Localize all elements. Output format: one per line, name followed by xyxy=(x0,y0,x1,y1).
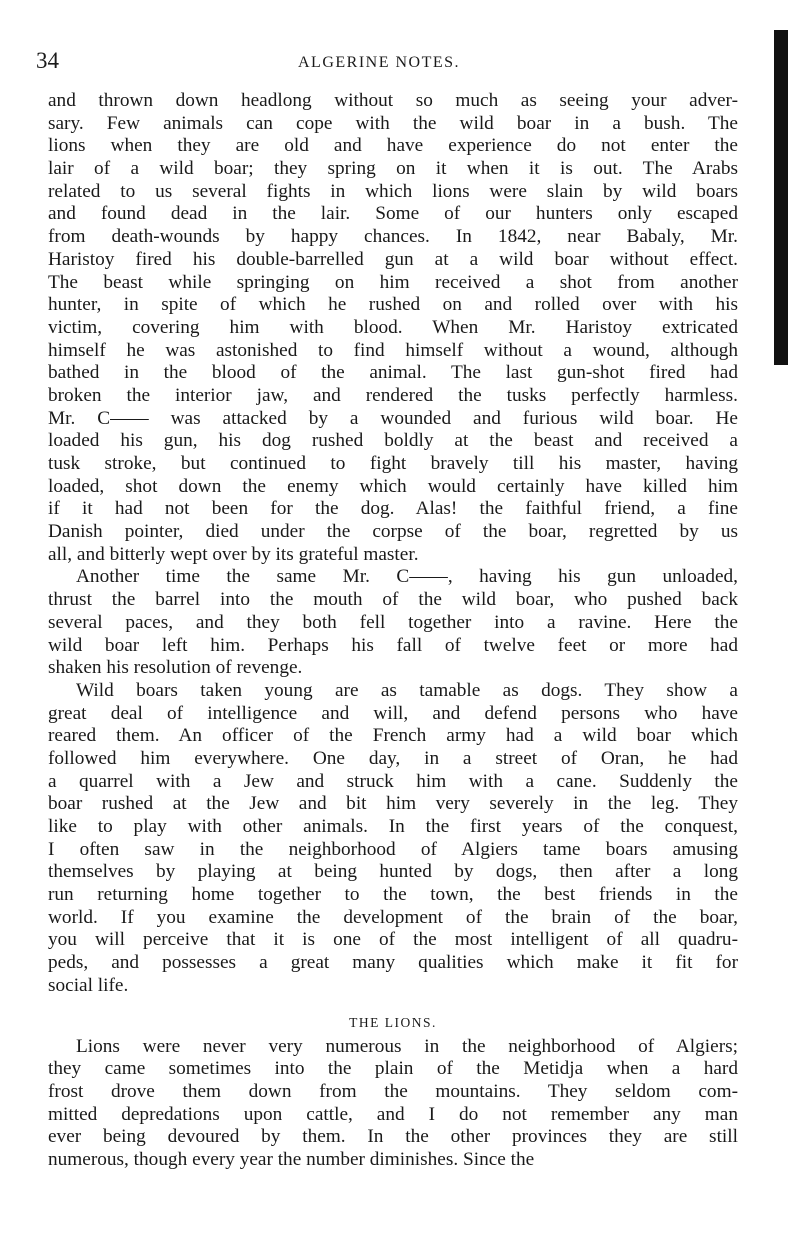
text-line: all, and bitterly wept over by its grateful master. xyxy=(48,543,419,565)
text-line: themselves by playing at being hunted by dogs, then after a long xyxy=(48,861,738,883)
text-line: lions when they are old and have experience do not enter the xyxy=(48,135,738,157)
text-line: Haristoy fired his double-barrelled gun at a wild boar without effect. xyxy=(48,248,738,270)
text-line: frost drove them down from the mountains. They seldom com- xyxy=(48,1080,738,1102)
text-line: Wild boars taken young are as tamable as dogs. They show a xyxy=(76,679,738,701)
text-line: hunter, in spite of which he rushed on and rolled over with his xyxy=(48,294,738,316)
text-line: Danish pointer, died under the corpse of the boar, regretted by us xyxy=(48,521,738,543)
text-line: boar rushed at the Jew and bit him very severely in the leg. They xyxy=(48,793,738,815)
section-paragraph xyxy=(48,1036,738,1172)
text-line: followed him everywhere. One day, in a street of Oran, he had xyxy=(48,747,738,769)
text-line: numerous, though every year the number diminishes. Since the xyxy=(48,1148,535,1170)
text-line: loaded his gun, his dog rushed boldly at the beast and received a xyxy=(48,430,738,452)
text-line: lair of a wild boar; they spring on it when it is out. The Arabs xyxy=(48,158,738,180)
text-line: related to us several fights in which lions were slain by wild boars xyxy=(48,180,738,202)
text-line: himself he was astonished to find himself without a wound, although xyxy=(48,339,738,361)
text-line: I often saw in the neighborhood of Algiers tame boars amusing xyxy=(48,838,738,860)
text-line: wild boar left him. Perhaps his fall of twelve feet or more had xyxy=(48,634,738,656)
text-line: The beast while springing on him received a shot from another xyxy=(48,271,738,293)
text-line: broken the interior jaw, and rendered the tusks perfectly harmless. xyxy=(48,384,738,406)
text-line: shaken his resolution of revenge. xyxy=(48,657,303,679)
text-line: you will perceive that it is one of the most intelligent of all quadru- xyxy=(48,929,738,951)
paragraph xyxy=(48,566,738,679)
text-line: like to play with other animals. In the first years of the conquest, xyxy=(48,816,738,837)
text-line: a quarrel with a Jew and struck him with a cane. Suddenly the xyxy=(48,770,738,792)
text-line: Another time the same Mr. C——, having his gun unloaded, xyxy=(76,566,738,588)
text-line: they came sometimes into the plain of the Metidja when a hard xyxy=(48,1058,738,1080)
text-line: victim, covering him with blood. When Mr. Haristoy extricated xyxy=(48,316,738,338)
text-line: peds, and possesses a great many qualities which make it fit for xyxy=(48,952,738,974)
scan-edge-bar xyxy=(774,30,788,365)
section-heading: THE LIONS. xyxy=(349,1014,437,1030)
text-line: Lions were never very numerous in the neighborhood of Algiers; xyxy=(76,1035,738,1057)
paragraph xyxy=(48,680,738,998)
text-line: and found dead in the lair. Some of our hunters only escaped xyxy=(48,203,738,225)
text-line: from death-wounds by happy chances. In 1842, near Babaly, Mr. xyxy=(48,226,738,248)
page-header xyxy=(36,44,736,78)
text-line: Mr. C—— was attacked by a wounded and furious wild boar. He xyxy=(48,407,738,429)
text-line: thrust the barrel into the mouth of the wild boar, who pushed back xyxy=(48,589,738,611)
paragraph xyxy=(48,90,738,566)
page-number: 34 xyxy=(36,48,59,73)
text-line: sary. Few animals can cope with the wild boar in a bush. The xyxy=(48,112,738,134)
text-line: several paces, and they both fell together into a ravine. Here the xyxy=(48,611,738,633)
text-line: loaded, shot down the enemy which would certainly have killed him xyxy=(48,475,738,497)
text-line: social life. xyxy=(48,974,129,996)
text-line: bathed in the blood of the animal. The last gun-shot fired had xyxy=(48,362,738,384)
text-line: if it had not been for the dog. Alas! the faithful friend, a fine xyxy=(48,498,738,520)
text-line: mitted depredations upon cattle, and I do not remember any man xyxy=(48,1103,738,1125)
text-line: run returning home together to the town, the best friends in the xyxy=(48,884,738,906)
text-line: reared them. An officer of the French army had a wild boar which xyxy=(48,725,738,747)
text-line: and thrown down headlong without so much as seeing your adver- xyxy=(48,90,738,111)
body-text xyxy=(48,90,738,1172)
text-line: great deal of intelligence and will, and defend persons who have xyxy=(48,702,738,724)
text-line: tusk stroke, but continued to fight bravely till his master, having xyxy=(48,453,738,474)
running-title: ALGERINE NOTES. xyxy=(298,54,461,71)
text-line: world. If you examine the development of the brain of the boar, xyxy=(48,906,738,928)
text-line: ever being devoured by them. In the other provinces they are still xyxy=(48,1126,738,1148)
